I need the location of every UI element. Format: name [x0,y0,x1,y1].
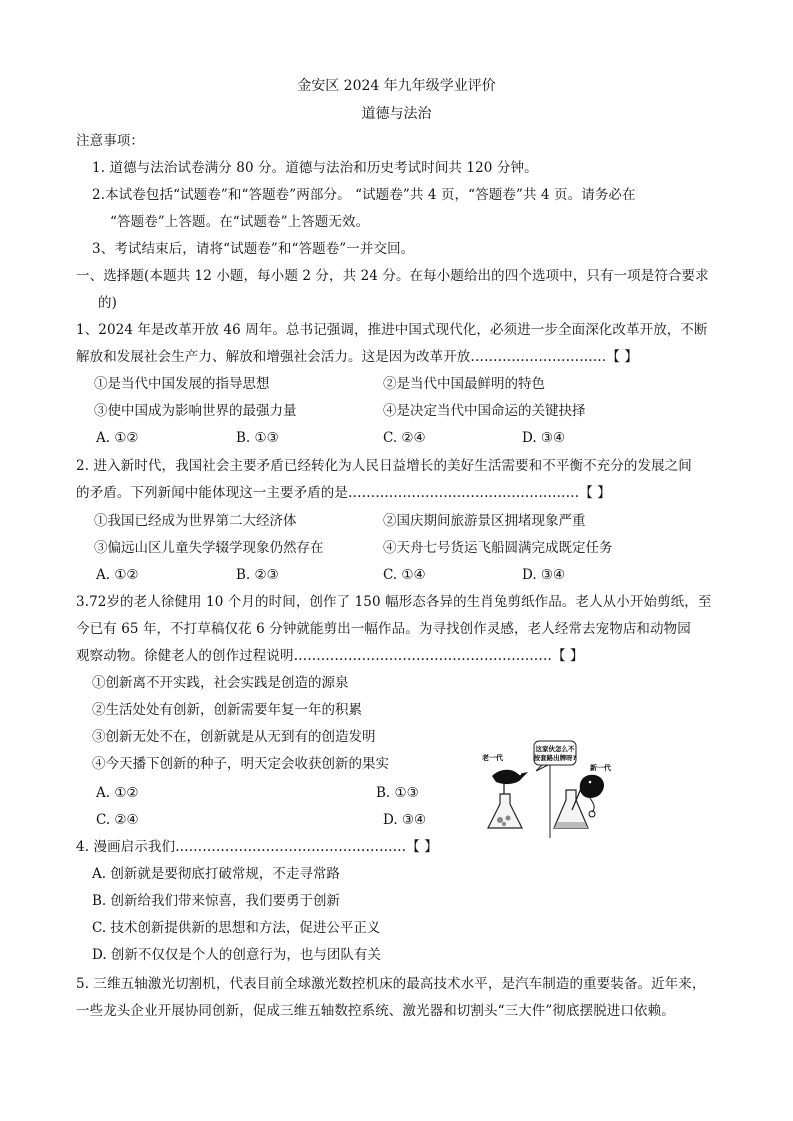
question-2-statement-3: ③偏远山区儿童失学辍学现象仍然存在 [94,540,324,556]
cartoon-bubble-line-1: 这家伙怎么不 [535,745,575,753]
question-1-statement-4: ④是决定当代中国命运的关键抉择 [383,403,586,419]
question-1-stem: 1、2024 年是改革开放 46 周年。总书记强调，推进中国式现代化，必须进一步全面深化改革开放，不断 [76,322,708,338]
question-5-stem-cont: 一些龙头企业开展协同创新，促成三维五轴数控系统、激光器和切割头“三大件”彻底摆脱进口依赖。 [76,1003,675,1019]
question-2-stem-cont: 的矛盾。下列新闻中能体现这一主要矛盾的是……………………………………………【 】 [76,485,611,501]
question-3-option-b: B. ①③ [376,785,419,801]
notice-item-1: 1. 道德与法治试卷满分 80 分。道德与法治和历史考试时间共 120 分钟。 [92,160,538,176]
question-3-statement-1: ①创新离不开实践，社会实践是创造的源泉 [92,675,349,691]
cartoon-bubble-line-2: 按套路出牌呀? [533,754,577,762]
question-3-stem-cont-2: 观察动物。徐健老人的创作过程说明…………………………………………………【 】 [76,648,584,664]
question-1-statement-1: ①是当代中国发展的指导思想 [94,376,270,392]
innovation-cartoon [478,738,612,838]
question-3-statement-2: ②生活处处有创新，创新需要年复一年的积累 [92,702,362,718]
cartoon-right-label: 新一代 [590,764,611,772]
question-1-option-a: A. ①② [96,430,139,446]
question-2-statement-1: ①我国已经成为世界第二大经济体 [94,513,297,529]
question-4-option-b: B. 创新给我们带来惊喜，我们要勇于创新 [92,893,341,909]
question-3-stem: 3.72岁的老人徐健用 10 个月的时间，创作了 150 幅形态各异的生肖兔剪纸作品。老人从小开始剪纸，至 [76,594,712,610]
question-2-option-d: D. ③④ [522,567,566,583]
question-4-option-d: D. 创新不仅仅是个人的创意行为，也与团队有关 [92,947,381,963]
section-1-heading-cont: 的) [98,295,117,311]
question-2-statement-4: ④天舟七号货运飞船圆满完成既定任务 [383,540,613,556]
question-3-stem-cont-1: 今已有 65 年，不打草稿仅花 6 分钟就能剪出一幅作品。为寻找创作灵感，老人经常去宠物店和动物园 [76,621,691,637]
exam-title: 金安区 2024 年九年级学业评价 [297,78,496,94]
question-1-statement-3: ③使中国成为影响世界的最强力量 [94,403,297,419]
question-1-option-d: D. ③④ [522,430,566,446]
question-2-stem: 2. 进入新时代，我国社会主要矛盾已经转化为人民日益增长的美好生活需要和不平衡不充分的发展之间 [76,458,692,474]
notice-item-2-cont: “答题卷”上答题。在“试题卷”上答题无效。 [110,214,370,230]
question-3-statement-4: ④今天播下创新的种子，明天定会收获创新的果实 [92,756,389,772]
question-2-option-a: A. ①② [96,567,139,583]
question-2-statement-2: ②国庆期间旅游景区拥堵现象严重 [383,513,586,529]
question-2-option-b: B. ②③ [236,567,279,583]
question-1-option-b: B. ①③ [236,430,279,446]
question-2-option-c: C. ①④ [383,567,426,583]
notice-heading: 注意事项： [76,133,144,149]
question-3-statement-3: ③创新无处不在，创新就是从无到有的创造发明 [92,729,376,745]
question-3-option-d: D. ③④ [383,812,427,828]
question-1-option-c: C. ②④ [383,430,426,446]
exam-subject: 道德与法治 [361,106,432,122]
question-3-option-c: C. ②④ [96,812,139,828]
question-3-option-a: A. ①② [96,785,139,801]
question-4-option-c: C. 技术创新提供新的思想和方法，促进公平正义 [92,920,381,936]
notice-item-3: 3、考试结束后，请将“试题卷”和“答题卷”一并交回。 [92,241,415,257]
cartoon-illustration [478,738,612,838]
question-1-stem-cont: 解放和发展社会生产力、解放和增强社会活力。这是因为改革开放…………………………【 】 [76,349,638,365]
cartoon-left-label: 老一代 [482,754,503,762]
question-4-option-a: A. 创新就是要彻底打破常规，不走寻常路 [92,866,340,882]
question-4-stem: 4. 漫画启示我们……………………………………………【 】 [76,839,438,855]
question-5-stem: 5. 三维五轴激光切割机，代表目前全球激光数控机床的最高技术水平，是汽车制造的重要装备。近年来， [76,976,706,992]
section-1-heading: 一、选择题(本题共 12 小题，每小题 2 分，共 24 分。在每小题给出的四个选项中，只有一项是符合要求 [76,268,709,284]
question-1-statement-2: ②是当代中国最鲜明的特色 [383,376,545,392]
notice-item-2: 2.本试卷包括“试题卷”和“答题卷”两部分。 “试题卷”共 4 页，“答题卷”共 4 页。请务必在 [92,187,636,203]
